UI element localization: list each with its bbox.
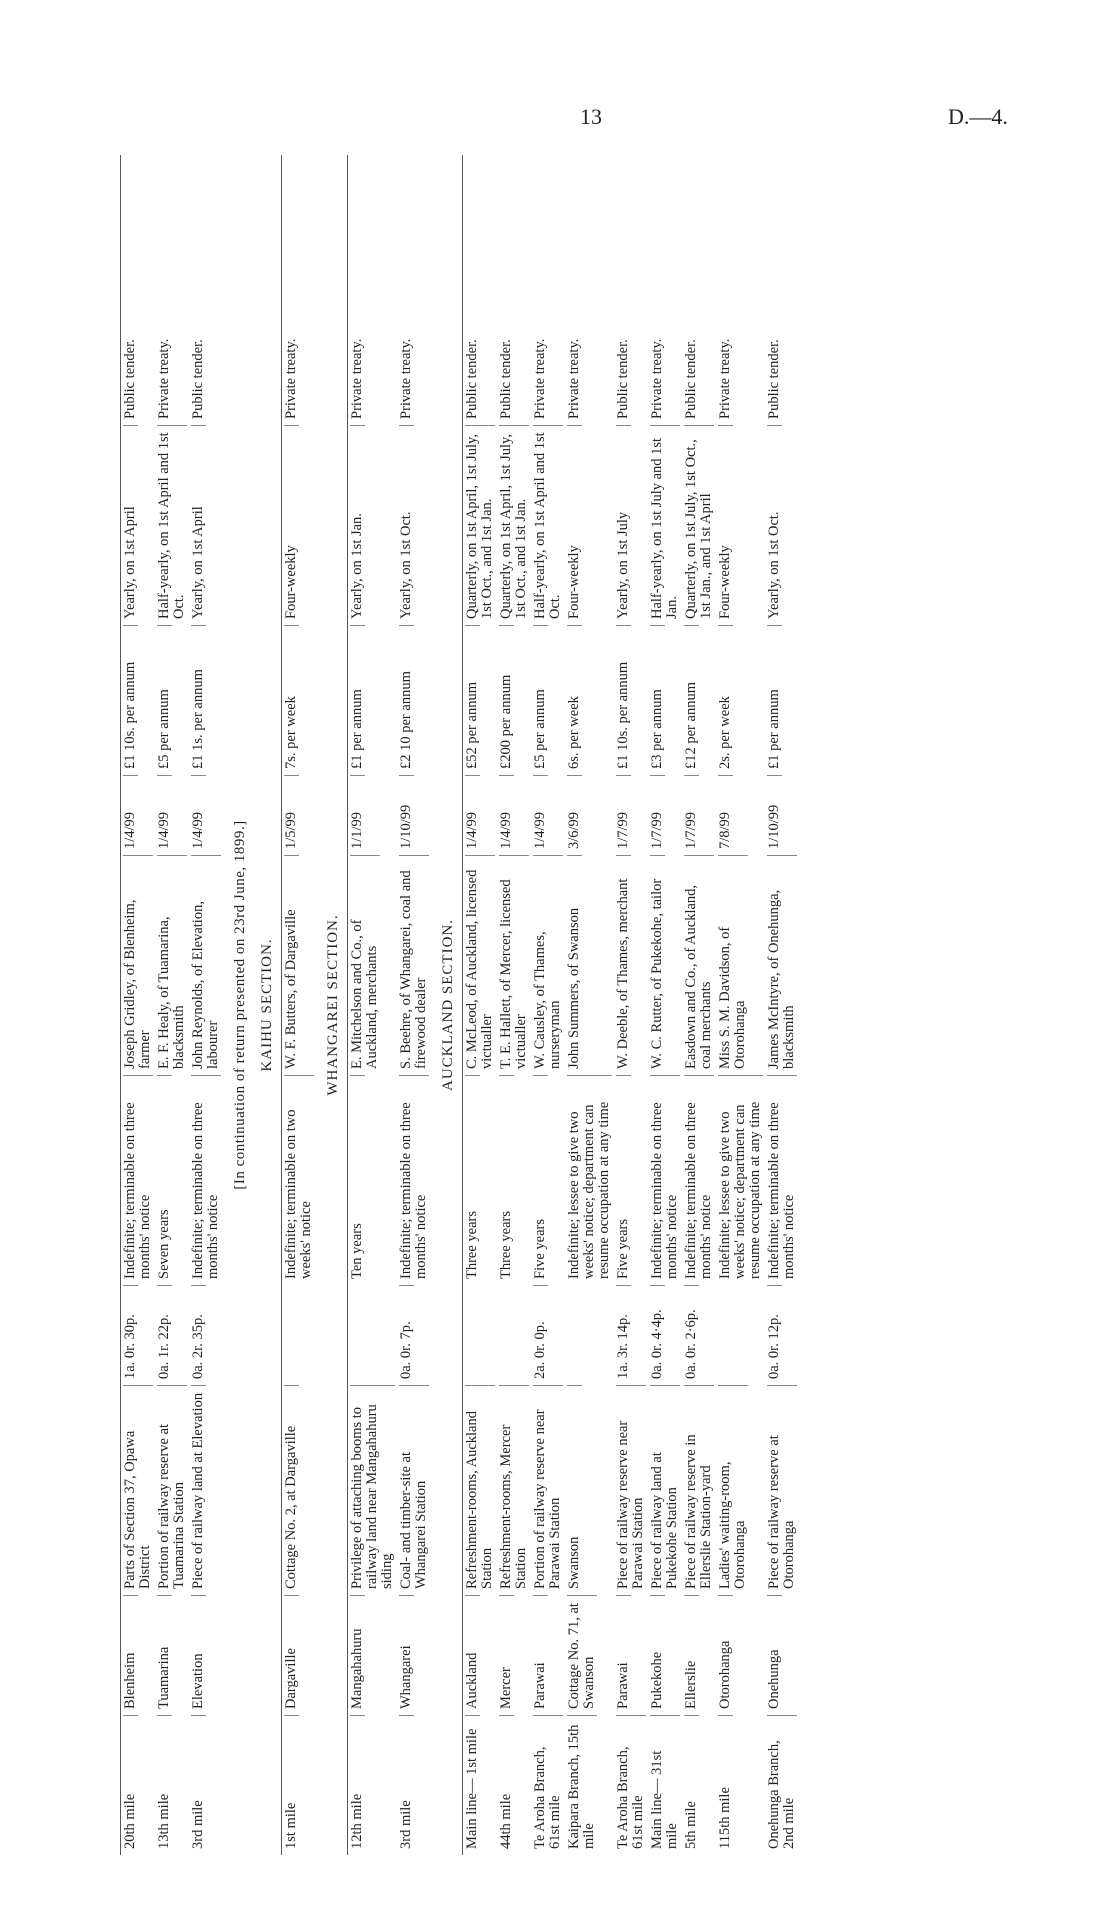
cell-rent: £1 per annum — [767, 625, 782, 775]
cell-description: Refreshment-rooms, Auckland Station — [465, 1385, 495, 1595]
cell-lessee: Joseph Gridley, of Blenheim, farmer — [123, 855, 153, 1075]
cell-payment: Four-weekly — [567, 425, 582, 625]
cell-description: Privilege of attaching booms to railway land near Mangahahuru siding — [350, 1385, 395, 1595]
cell-mileage: 115th mile — [718, 1715, 733, 1855]
cell-area: 0a. 1r. 22p. — [157, 1285, 172, 1385]
group-kaihu — [281, 155, 316, 1855]
cell-lessee: W. Causley, of Thames, nurseryman — [533, 855, 563, 1075]
cell-mileage: 20th mile — [123, 1715, 138, 1855]
cell-lessee: E. F. Healy, of Tuamarina, blacksmith — [157, 855, 187, 1075]
cell-term: Ten years — [350, 1075, 365, 1285]
cell-term: Indefinite; terminable on three months' notice — [684, 1075, 714, 1285]
cell-payment: Half-yearly, on 1st April and 1st Oct. — [533, 425, 563, 625]
cell-area: 0a. 0r. 7p. — [399, 1285, 414, 1385]
page-number: 13 — [580, 104, 602, 129]
cell-method: Private treaty. — [349, 338, 365, 419]
table-row — [281, 155, 316, 1855]
table-row — [614, 155, 648, 1855]
cell-station: Pukekohe — [650, 1595, 665, 1715]
cell-station: Elevation — [191, 1595, 206, 1715]
cell-date: 1/10/99 — [399, 775, 414, 855]
document-reference: D.—4. — [948, 104, 1008, 129]
cell-payment: Yearly, on 1st Oct. — [767, 425, 782, 625]
cell-rent: £1 1s. per annum — [191, 625, 206, 775]
cell-method: Public tender. — [190, 339, 206, 419]
section-title-whangarei: WHANGAREI SECTION. — [325, 914, 341, 1096]
cell-area: 0a. 0r. 12p. — [767, 1285, 782, 1385]
cell-term: Indefinite; terminable on three months' notice — [191, 1075, 221, 1285]
cell-mileage: Te Aroha Branch, 61st mile — [533, 1715, 563, 1855]
cell-term: Seven years — [157, 1075, 172, 1285]
rotated-table-area — [120, 155, 1030, 1855]
group-marlborough — [120, 155, 223, 1855]
cell-method: Private treaty. — [566, 338, 582, 419]
cell-method: Public tender. — [498, 339, 514, 419]
cell-date: 1/4/99 — [465, 775, 480, 855]
table-row — [716, 155, 765, 1855]
cell-rent: £2 10 per annum — [399, 625, 414, 775]
cell-description: Swanson — [567, 1385, 582, 1595]
cell-mileage: Main line— 1st mile — [465, 1715, 480, 1855]
cell-rent: 6s. per week — [567, 625, 582, 775]
cell-method: Private treaty. — [283, 338, 299, 419]
table-row — [497, 155, 531, 1855]
cell-date: 1/10/99 — [767, 775, 782, 855]
table-row — [397, 155, 431, 1855]
cell-payment: Half-yearly, on 1st April and 1st Oct. — [157, 425, 187, 625]
table-row — [531, 155, 565, 1855]
cell-rent: 2s. per week — [718, 625, 733, 775]
table-row — [565, 155, 614, 1855]
table-row — [347, 155, 397, 1855]
cell-payment: Yearly, on 1st Oct. — [399, 425, 414, 625]
cell-term: Indefinite; terminable on three months' notice — [650, 1075, 680, 1285]
cell-rent: £1 10s. per annum — [616, 625, 631, 775]
cell-description: Piece of railway reserve at Otorohanga — [767, 1385, 797, 1595]
group-whangarei — [347, 155, 431, 1855]
cell-description: Portion of railway reserve at Tuamarina Station — [157, 1385, 187, 1595]
cell-method: Private treaty. — [532, 338, 548, 419]
cell-lessee: W. Deeble, of Thames, merchant — [616, 855, 631, 1075]
cell-mileage: 3rd mile — [191, 1715, 206, 1855]
cell-term: Indefinite; terminable on three months' notice — [123, 1075, 153, 1285]
cell-area: 1a. 3r. 14p. — [616, 1285, 631, 1385]
cell-station: Ellerslie — [684, 1595, 699, 1715]
cell-date: 1/4/99 — [157, 775, 172, 855]
cell-payment: Yearly, on 1st July — [616, 425, 631, 625]
cell-area: 1a. 0r. 30p. — [123, 1285, 138, 1385]
cell-description: Refreshment-rooms, Mercer Station — [499, 1385, 529, 1595]
cell-method: Public tender. — [683, 339, 699, 419]
cell-description: Portion of railway reserve near Parawai Station — [533, 1385, 563, 1595]
cell-description: Piece of railway land at Pukekohe Station — [650, 1385, 680, 1595]
cell-mileage: 13th mile — [157, 1715, 172, 1855]
cell-description: Piece of railway land at Elevation — [191, 1385, 206, 1595]
table-row — [189, 155, 223, 1855]
cell-term: Indefinite; terminable on two weeks' notice — [284, 1075, 314, 1285]
cell-description: Cottage No. 2, at Dargaville — [284, 1385, 299, 1595]
cell-term: Indefinite; lessee to give two weeks' notice; department can resume occupation at any time — [567, 1075, 612, 1285]
cell-rent: £1 10s. per annum — [123, 625, 138, 775]
continuation-note: [In continuation of return presented on 23rd June, 1899.] — [232, 820, 248, 1190]
cell-station: Auckland — [465, 1595, 480, 1715]
cell-method: Public tender. — [464, 339, 480, 419]
cell-description: Piece of railway reserve near Parawai Station — [616, 1385, 646, 1595]
table-row — [120, 155, 155, 1855]
cell-station: Mercer — [499, 1595, 514, 1715]
cell-date: 7/8/99 — [718, 775, 733, 855]
cell-station: Whangarei — [399, 1595, 414, 1715]
cell-payment: Quarterly, on 1st April, 1st July, 1st Oct., and 1st Jan. — [499, 425, 529, 625]
cell-date: 1/7/99 — [650, 775, 665, 855]
cell-mileage: Kaipara Branch, 15th mile — [567, 1715, 597, 1855]
cell-payment: Yearly, on 1st April — [191, 425, 206, 625]
cell-rent: £3 per annum — [650, 625, 665, 775]
cell-mileage: Main line— 31st mile — [650, 1715, 680, 1855]
cell-payment: Half-yearly, on 1st July and 1st Jan. — [650, 425, 680, 625]
cell-payment: Quarterly, on 1st July, 1st Oct., 1st Jan., and 1st April — [684, 425, 714, 625]
table-row — [462, 155, 497, 1855]
cell-term: Three years — [499, 1075, 514, 1285]
cell-station: Blenheim — [123, 1595, 138, 1715]
cell-rent: £5 per annum — [533, 625, 548, 775]
cell-lessee: Miss S. M. Davidson, of Otorohanga — [718, 855, 748, 1075]
cell-term: Three years — [465, 1075, 480, 1285]
cell-term: Indefinite; terminable on three months' notice — [767, 1075, 797, 1285]
cell-term: Indefinite; lessee to give two weeks' notice; department can resume occupation at any time — [718, 1075, 763, 1285]
cell-method: Private treaty. — [398, 338, 414, 419]
cell-rent: £200 per annum — [499, 625, 514, 775]
cell-lessee: T. E. Hallett, of Mercer, licensed victualler — [499, 855, 529, 1075]
cell-method: Private treaty. — [156, 338, 172, 419]
cell-method: Private treaty. — [649, 338, 665, 419]
cell-date: 1/7/99 — [684, 775, 699, 855]
cell-term: Indefinite; terminable on three months' notice — [399, 1075, 429, 1285]
cell-lessee: John Reynolds, of Elevation, labourer — [191, 855, 221, 1075]
cell-station: Parawai — [533, 1595, 548, 1715]
group-auckland — [462, 155, 799, 1855]
cell-description: Coal- and timber-site at Whangarei Station — [399, 1385, 429, 1595]
cell-area: 0a. 0r. 2·6p. — [684, 1285, 699, 1385]
cell-lessee: S. Beehre, of Whangarei, coal and firewood dealer — [399, 855, 429, 1075]
cell-mileage: Te Aroha Branch, 61st mile — [616, 1715, 646, 1855]
table-row — [765, 155, 799, 1855]
cell-method: Public tender. — [766, 339, 782, 419]
table-row — [648, 155, 682, 1855]
cell-lessee: James McIntyre, of Onehunga, blacksmith — [767, 855, 797, 1075]
cell-date: 1/7/99 — [616, 775, 631, 855]
cell-date: 1/4/99 — [191, 775, 206, 855]
cell-mileage: 1st mile — [284, 1715, 299, 1855]
cell-payment: Yearly, on 1st April — [123, 425, 138, 625]
cell-date: 1/4/99 — [533, 775, 548, 855]
cell-mileage: Onehunga Branch, 2nd mile — [767, 1715, 797, 1855]
cell-lessee: W. F. Butters, of Dargaville — [284, 855, 299, 1075]
section-title-auckland: AUCKLAND SECTION. — [440, 919, 456, 1091]
cell-term: Five years — [533, 1075, 548, 1285]
cell-station: Onehunga — [767, 1595, 782, 1715]
cell-mileage: 44th mile — [499, 1715, 514, 1855]
cell-mileage: 12th mile — [350, 1715, 365, 1855]
cell-date: 1/1/99 — [350, 775, 365, 855]
cell-date: 1/4/99 — [499, 775, 514, 855]
cell-mileage: 3rd mile — [399, 1715, 414, 1855]
cell-rent: 7s. per week — [284, 625, 299, 775]
cell-date: 1/5/99 — [284, 775, 299, 855]
cell-rent: £12 per annum — [684, 625, 699, 775]
cell-station: Cottage No. 71, at Swanson — [567, 1595, 597, 1715]
cell-station: Parawai — [616, 1595, 631, 1715]
cell-payment: Four-weekly — [284, 425, 299, 625]
table-row — [682, 155, 716, 1855]
page-header — [0, 0, 1114, 140]
cell-station: Tuamarina — [157, 1595, 172, 1715]
table-body — [120, 155, 799, 1855]
cell-description: Piece of railway reserve in Ellerslie Station-yard — [684, 1385, 714, 1595]
cell-payment: Yearly, on 1st Jan. — [350, 425, 365, 625]
cell-method: Private treaty. — [717, 338, 733, 419]
cell-description: Parts of Section 37, Opawa District — [123, 1385, 153, 1595]
cell-area: 2a. 0r. 0p. — [533, 1285, 548, 1385]
cell-payment: Quarterly, on 1st April, 1st July, 1st Oct., and 1st Jan. — [465, 425, 495, 625]
cell-lessee: John Summers, of Swanson — [567, 855, 582, 1075]
cell-payment: Four-weekly — [718, 425, 733, 625]
lease-table — [120, 155, 1030, 1855]
cell-lessee: W. C. Rutter, of Pukekohe, tailor — [650, 855, 665, 1075]
cell-term: Five years — [616, 1075, 631, 1285]
section-title-kaihu: KAIHU SECTION. — [259, 938, 275, 1072]
cell-rent: £1 per annum — [350, 625, 365, 775]
cell-rent: £52 per annum — [465, 625, 480, 775]
cell-station: Otorohanga — [718, 1595, 733, 1715]
cell-station: Mangahahuru — [350, 1595, 365, 1715]
cell-rent: £5 per annum — [157, 625, 172, 775]
cell-date: 3/6/99 — [567, 775, 582, 855]
cell-mileage: 5th mile — [684, 1715, 699, 1855]
cell-description: Ladies' waiting-room, Otorohanga — [718, 1385, 748, 1595]
cell-area: 0a. 2r. 35p. — [191, 1285, 206, 1385]
cell-lessee: E. Mitchelson and Co., of Auckland, merchants — [350, 855, 380, 1075]
table-row — [155, 155, 189, 1855]
cell-station: Dargaville — [284, 1595, 299, 1715]
cell-area: 0a. 0r. 4·4p. — [650, 1285, 665, 1385]
cell-method: Public tender. — [615, 339, 631, 419]
cell-lessee: Easdown and Co., of Auckland, coal merchants — [684, 855, 714, 1075]
cell-lessee: C. McLeod, of Auckland, licensed victualler — [465, 855, 495, 1075]
cell-method: Public tender. — [122, 339, 138, 419]
cell-date: 1/4/99 — [123, 775, 138, 855]
